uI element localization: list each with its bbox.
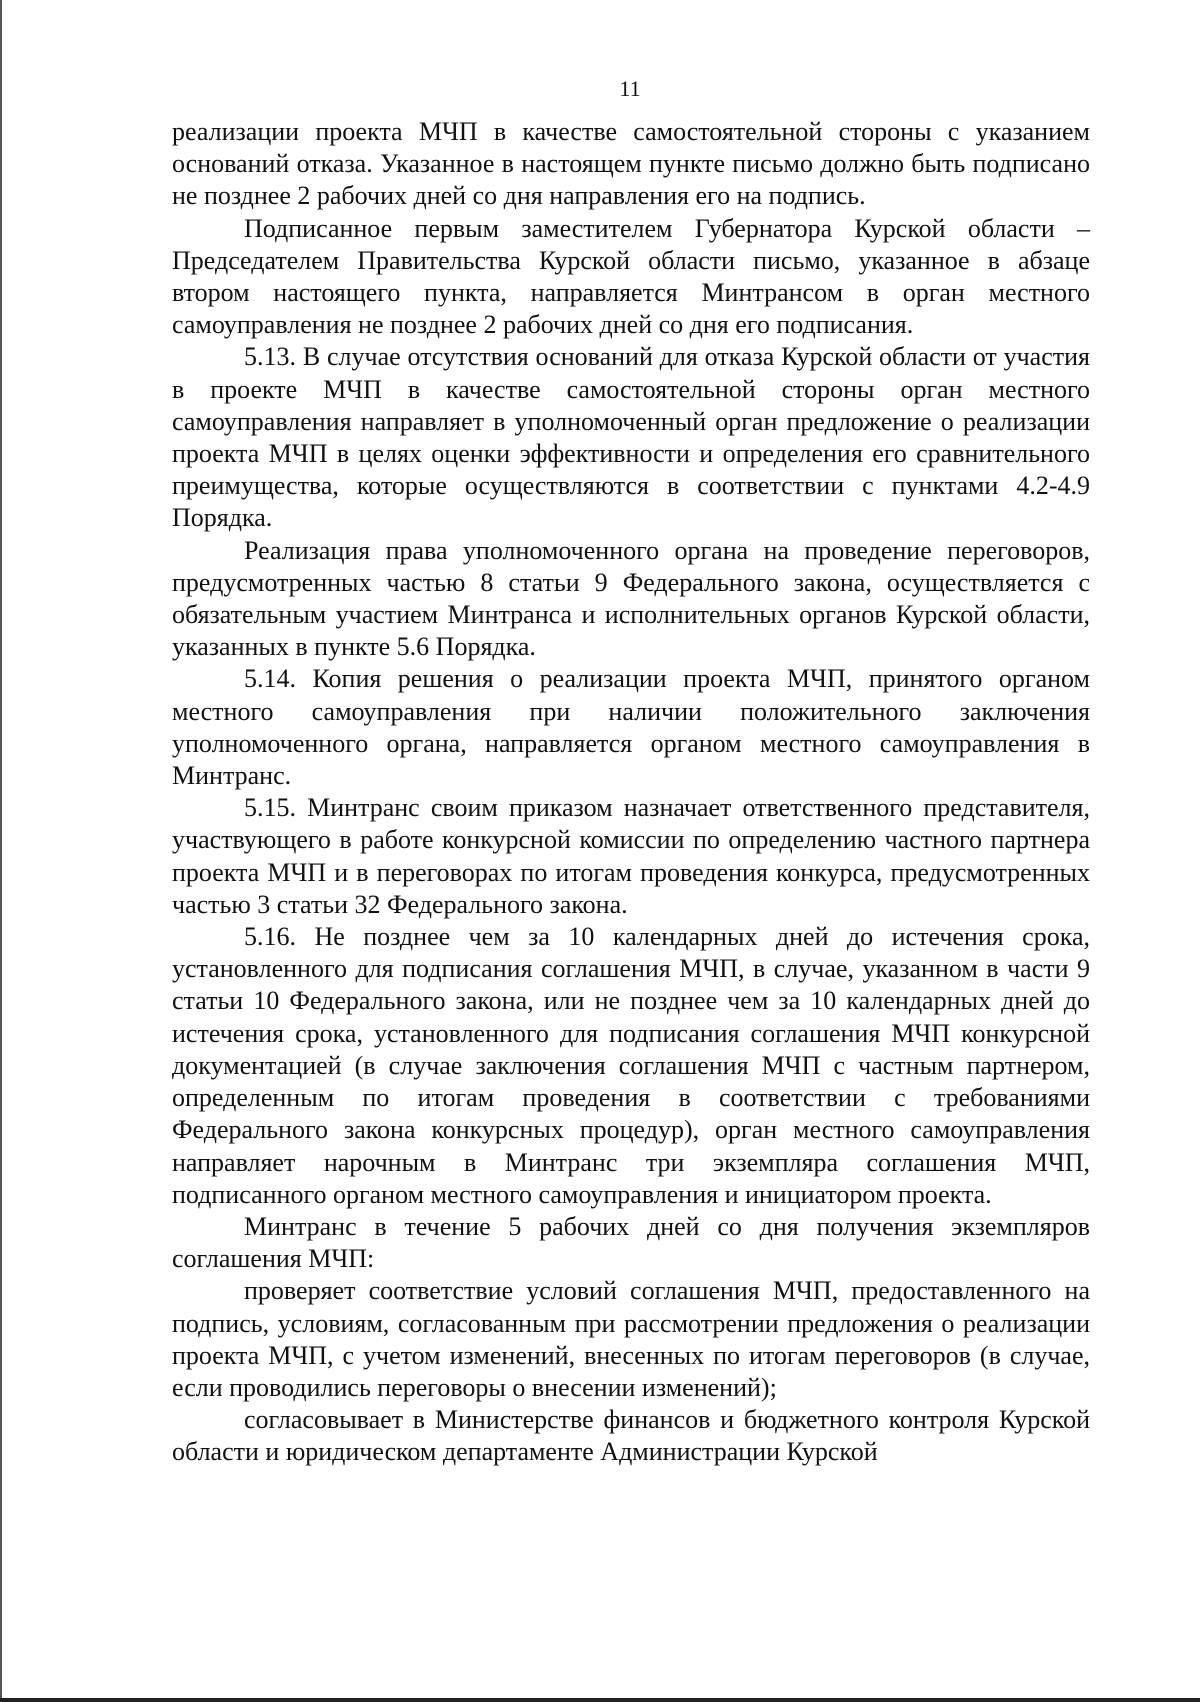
paragraph-5-16: 5.16. Не позднее чем за 10 календарных дней до истечения срока, установленного для подписания соглашения МЧП, в случае, указанном в части 9 статьи 10 Федерального закона, или не позднее чем за 10 календарных дней до истечения срока, установленного для подписания соглашения МЧП конкурсной документацией (в случае заключения соглашения МЧП с частным партнером, определенным по итогам проведения в соответствии с требованиями Федерального закона конкурсных процедур), орган местного самоуправления направляет нарочным в Минтранс три экземпляра соглашения МЧП, подписанного органом местного самоуправления и инициатором проекта. (172, 922, 1090, 1209)
paragraph-5-13: 5.13. В случае отсутствия оснований для отказа Курской области от участия в проекте МЧП в качестве самостоятельной стороны орган местного самоуправления направляет в уполномоченный орган предложение о реализации проекта МЧП в целях оценки эффективности и определения его сравнительного преимущества, которые осуществляются в соответствии с пунктами 4.2-4.9 Порядка. (172, 342, 1090, 533)
paragraph: Подписанное первым заместителем Губернатора Курской области – Председателем Правительства Курской области письмо, указанное в абзаце втором настоящего пункта, направляется Минтрансом в орган местного самоуправления не позднее 2 рабочих дней со дня его подписания. (172, 213, 1090, 340)
paragraph-continuation: реализации проекта МЧП в качестве самостоятельной стороны с указанием оснований отказа. Указанное в настоящем пункте письмо должно быть подписано не позднее 2 рабочих дней со дня направления его на подпись. (172, 117, 1090, 211)
paragraph-5-14: 5.14. Копия решения о реализации проекта МЧП, принятого органом местного самоуправления при наличии положительного заключения уполномоченного органа, направляется органом местного самоуправления в Минтранс. (172, 664, 1090, 791)
paragraph: Реализация права уполномоченного органа на проведение переговоров, предусмотренных частью 8 статьи 9 Федерального закона, осуществляется с обязательным участием Минтранса и исполнительных органов Курской области, указанных в пункте 5.6 Порядка. (172, 535, 1090, 662)
scan-left-edge (0, 0, 2, 1702)
paragraph: проверяет соответствие условий соглашения МЧП, предоставленного на подпись, условиям, согласованным при рассмотрении предложения о реализации проекта МЧП, с учетом изменений, внесенных по итогам переговоров (в случае, если проводились переговоры о внесении изменений); (172, 1276, 1090, 1402)
document-body (172, 116, 1090, 1469)
scan-bottom-edge (0, 1698, 1200, 1702)
page-number: 11 (619, 76, 641, 101)
paragraph: Минтранс в течение 5 рабочих дней со дня получения экземпляров соглашения МЧП: (172, 1211, 1090, 1274)
paragraph-5-15: 5.15. Минтранс своим приказом назначает ответственного представителя, участвующего в работе конкурсной комиссии по определению частного партнера проекта МЧП и в переговорах по итогам проведения конкурса, предусмотренных частью 3 статьи 32 Федерального закона. (172, 793, 1090, 919)
paragraph: согласовывает в Министерстве финансов и бюджетного контроля Курской области и юридическом департаменте Администрации Курской (172, 1405, 1090, 1467)
